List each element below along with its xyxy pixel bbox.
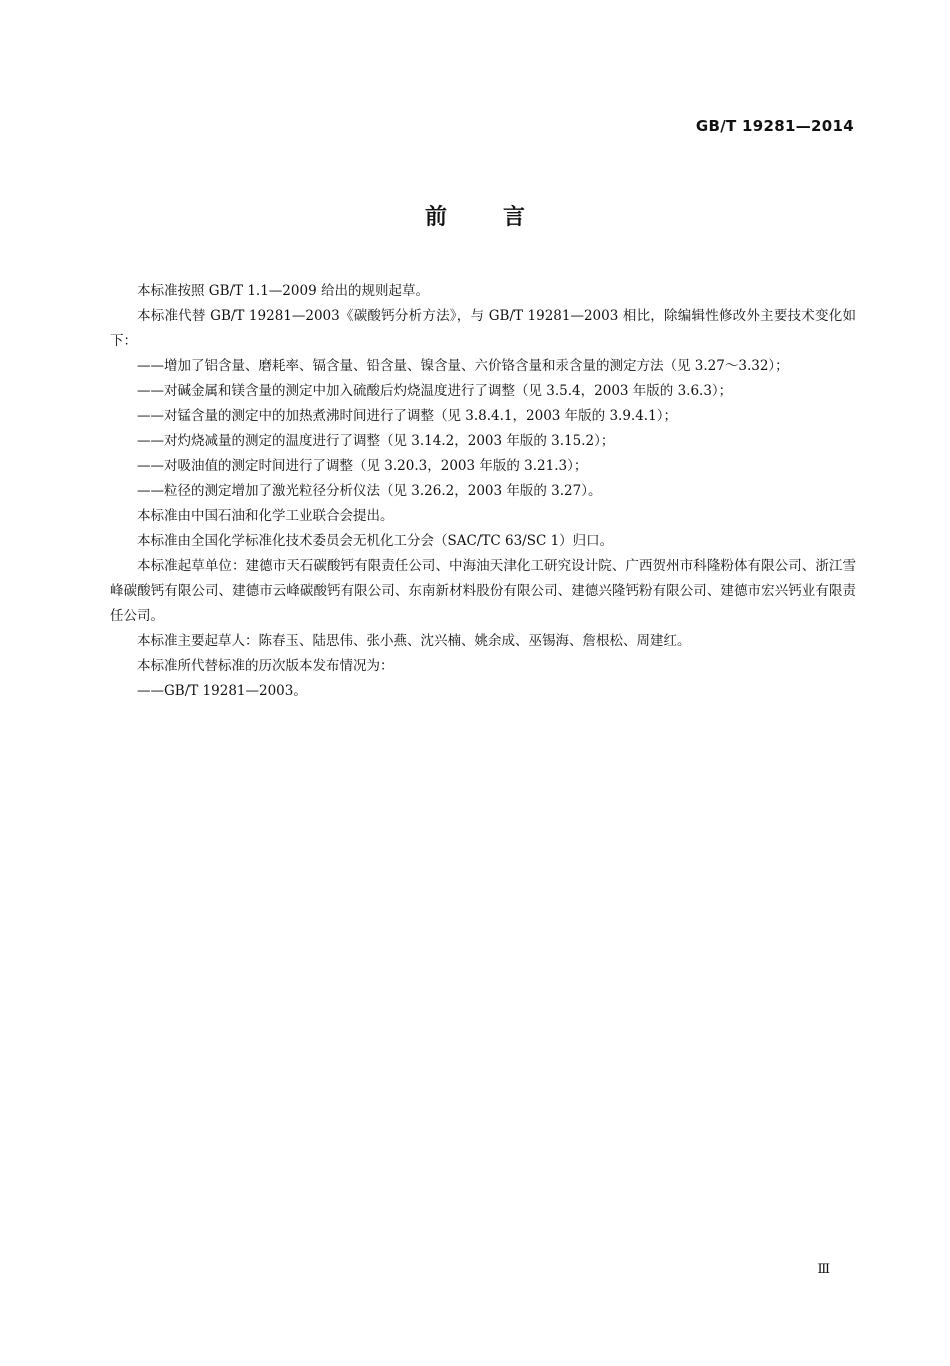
paragraph-history-intro: 本标准所代替标准的历次版本发布情况为： — [137, 658, 394, 674]
page-title: 前言 — [424, 205, 581, 230]
page-number: Ⅲ — [817, 1262, 830, 1277]
document-body — [110, 279, 856, 704]
paragraph-committee: 本标准由全国化学标准化技术委员会无机化工分会（SAC/TC 63/SC 1）归口。 — [137, 533, 614, 549]
paragraph-replacement: 本标准代替 GB/T 19281—2003《碳酸钙分析方法》，与 GB/T 19281—2003 相比，除编辑性修改外主要技术变化如下： — [110, 308, 856, 349]
standard-number: GB/T 19281—2014 — [695, 117, 854, 135]
paragraph-drafters: 本标准主要起草人：陈春玉、陆思伟、张小燕、沈兴楠、姚余成、巫锡海、詹根松、周建红。 — [137, 633, 691, 649]
list-item-change: ——对吸油值的测定时间进行了调整（见 3.20.3，2003 年版的 3.21.3）； — [137, 458, 588, 474]
paragraph-drafting-rules: 本标准按照 GB/T 1.1—2009 给出的规则起草。 — [137, 283, 429, 299]
list-item-change: ——对锰含量的测定中的加热煮沸时间进行了调整（见 3.8.4.1，2003 年版的 3.9.4.1）； — [137, 408, 677, 424]
list-item-change: ——增加了铝含量、磨耗率、镉含量、铅含量、镍含量、六价铬含量和汞含量的测定方法（见 3.27～3.32）； — [137, 358, 789, 374]
paragraph-proposer: 本标准由中国石油和化学工业联合会提出。 — [137, 508, 394, 524]
paragraph-drafting-units: 本标准起草单位：建德市天石碳酸钙有限责任公司、中海油天津化工研究设计院、广西贺州市科隆粉体有限公司、浙江雪峰碳酸钙有限公司、建德市云峰碳酸钙有限公司、东南新材料股份有限公司、建德兴隆钙粉有限公司、建德市宏兴钙业有限责任公司。 — [110, 558, 856, 624]
list-item-change: ——粒径的测定增加了激光粒径分析仪法（见 3.26.2，2003 年版的 3.27）。 — [137, 483, 602, 499]
list-item-history: ——GB/T 19281—2003。 — [137, 683, 307, 699]
list-item-change: ——对灼烧减量的测定的温度进行了调整（见 3.14.2，2003 年版的 3.15.2）； — [137, 433, 615, 449]
list-item-change: ——对碱金属和镁含量的测定中加入硫酸后灼烧温度进行了调整（见 3.5.4，2003 年版的 3.6.3）； — [137, 383, 733, 399]
